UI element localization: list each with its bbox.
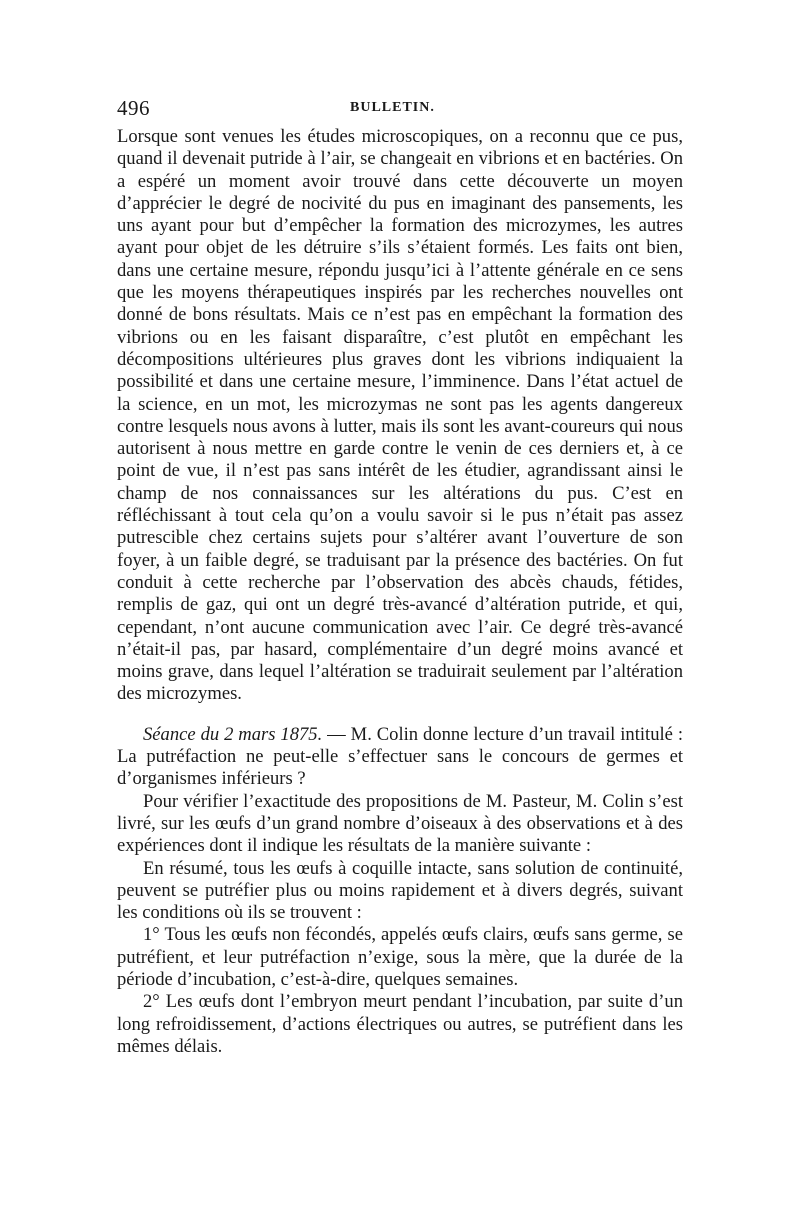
paragraph-point-1: 1° Tous les œufs non fécondés, appelés œufs clairs, œufs sans germe, se putréfient, et leur putréfaction n’exige, sous la mère, que la durée de la période d’incubation, c’est-à-dire, quelques semaines. [117, 924, 683, 990]
seance-heading: Séance du 2 mars 1875. [143, 723, 323, 745]
paragraph-verification: Pour vérifier l’exactitude des propositions de M. Pasteur, M. Colin s’est livré, sur les œufs d’un grand nombre d’oiseaux à des observations et à des expériences dont il indique les résultats de la manière suivante : [117, 790, 683, 857]
seance-text: — M. Colin donne lecture d’un travail intitulé : La putréfaction ne peut-elle s’effectuer sans le concours de germes et d’organismes inférieurs ? [117, 723, 683, 790]
paragraph-point-2: 2° Les œufs dont l’embryon meurt pendant l’incubation, par suite d’un long refroidissement, d’actions électriques ou autres, se putréfient dans les mêmes délais. [117, 991, 683, 1057]
paragraph-resume: En résumé, tous les œufs à coquille intacte, sans solution de continuité, peuvent se putréfier plus ou moins rapidement et à divers degrés, suivant les conditions où ils se trouvent : [117, 857, 683, 924]
page-number: 496 [117, 96, 150, 120]
body-text [117, 126, 683, 1058]
running-title: BULLETIN. [350, 100, 435, 115]
document-page [117, 96, 683, 1058]
running-header [117, 96, 683, 126]
paragraph-pus-microscopy: Lorsque sont venues les études microscopiques, on a reconnu que ce pus, quand il devenait putride à l’air, se changeait en vibrions et en bactéries. On a espéré un moment avoir trouvé dans cette découverte un moyen d’apprécier le degré de nocivité du pus en imaginant des pansements, les uns ayant pour but d’empêcher la formation des microzymes, les autres ayant pour objet de les détruire s’ils s’étaient formés. Les faits ont bien, dans une certaine mesure, répondu jusqu’ici à l’attente générale en ce sens que les moyens thérapeutiques inspirés par les recherches nouvelles ont donné de bons résultats. Mais ce n’est pas en empêchant la formation des vibrions ou en les faisant disparaître, c’est plutôt en empêchant les décompositions ultérieures plus graves dont les vibrions indiquaient la possibilité et dans une certaine mesure, l’imminence. Dans l’état actuel de la science, en un mot, les microzymas ne sont pas les agents dangereux contre lesquels nous avons à lutter, mais ils sont les avant-coureurs qui nous autorisent à nous mettre en garde contre le venin de ces derniers et, à ce point de vue, il n’est pas sans intérêt de les étudier, agrandissant ainsi le champ de nos connaissances sur les altérations du pus. C’est en réfléchissant à tout cela qu’on a voulu savoir si le pus n’était pas assez putrescible chez certains sujets pour s’altérer avant l’ouverture de son foyer, à un faible degré, se traduisant par la présence des bactéries. On fut conduit à cette recherche par l’observation des abcès chauds, fétides, remplis de gaz, qui ont un degré très-avancé d’altération putride, et qui, cependant, n’ont aucune communication avec l’air. Ce degré très-avancé n’était-il pas, par hasard, complémentaire d’un degré moins avancé et moins grave, dans lequel l’altération se traduirait seulement par l’altération des microzymes. [117, 126, 683, 705]
paragraph-seance-2-mars [117, 724, 683, 791]
